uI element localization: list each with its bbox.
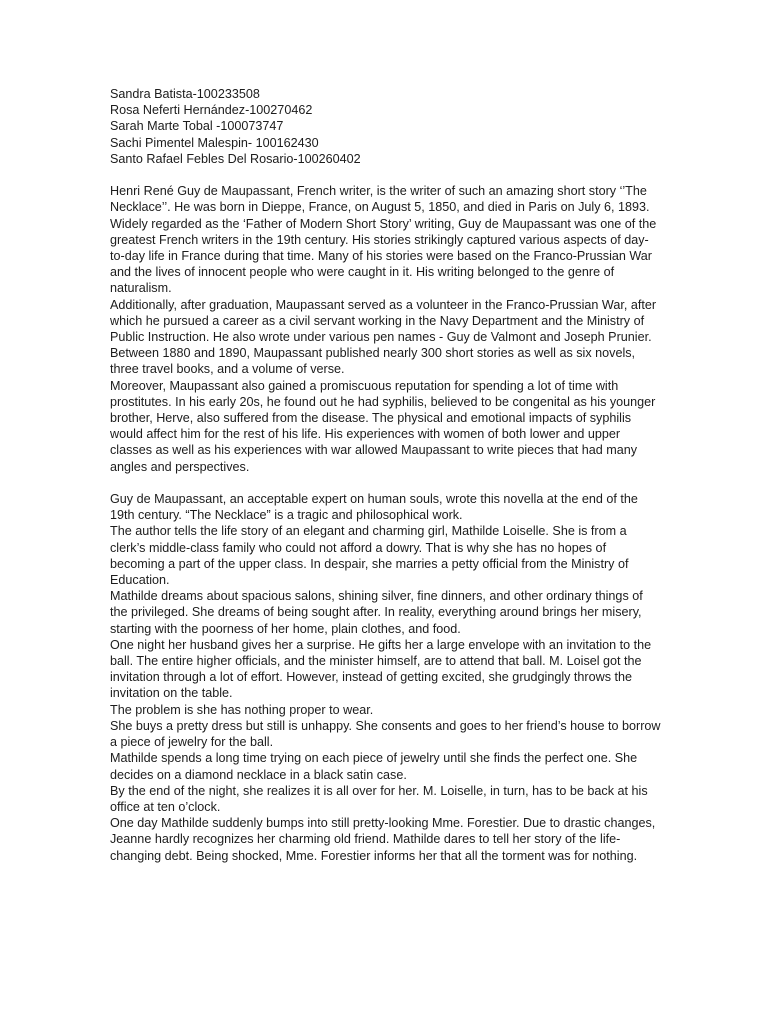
summary-section	[110, 491, 662, 864]
paragraph: By the end of the night, she realizes it is all over for her. M. Loiselle, in turn, has to be back at his office at ten o’clock.	[110, 783, 648, 814]
blank-line	[110, 167, 662, 183]
biography-section	[110, 183, 662, 475]
author-line: Sandra Batista-100233508	[110, 87, 260, 101]
paragraph: Henri René Guy de Maupassant, French writer, is the writer of such an amazing short story ‘’The Necklace’’. He was born in Dieppe, France, on August 5, 1850, and died in Paris on July 6, 1893. Widely regarded as the ‘Father of Modern Short Story’ writing, Guy de Maupassant was one of the greatest French writers in the 19th century. His stories strikingly captured various aspects of day-to-day life in France during that time. Many of his stories were based on the Franco-Prussian War and the lives of innocent people who were caught in it. His writing belonged to the genre of naturalism.	[110, 184, 657, 296]
paragraph: Moreover, Maupassant also gained a promiscuous reputation for spending a lot of time with prostitutes. In his early 20s, he found out he had syphilis, believed to be congenital as his younger brother, Herve, also suffered from the disease. The physical and emotional impacts of syphilis would affect him for the rest of his life. His experiences with women of both lower and upper classes as well as his experiences with war allowed Maupassant to write pieces that had many angles and perspectives.	[110, 378, 656, 474]
document-content	[110, 86, 662, 864]
paragraph: Additionally, after graduation, Maupassant served as a volunteer in the Franco-Prussian War, after which he pursued a career as a civil servant working in the Navy Department and the Ministry of Public Instruction. He also wrote under various pen names - Guy de Valmont and Joseph Prunier. Between 1880 and 1890, Maupassant published nearly 300 short stories as well as six novels, three travel books, and a volume of verse.	[110, 297, 657, 377]
paragraph: The author tells the life story of an elegant and charming girl, Mathilde Loiselle. She is from a clerk’s middle-class family who could not afford a dowry. That is why she has no hopes of becoming a part of the upper class. In despair, she marries a petty official from the Ministry of Education.	[110, 524, 629, 588]
author-line: Rosa Neferti Hernández-100270462	[110, 103, 313, 118]
blank-line	[110, 475, 662, 491]
paragraph: The problem is she has nothing proper to wear.	[110, 702, 374, 717]
author-line: Sachi Pimentel Malespin- 100162430	[110, 135, 319, 150]
paragraph: She buys a pretty dress but still is unhappy. She consents and goes to her friend’s house to borrow a piece of jewelry for the ball.	[110, 718, 661, 750]
paragraph: One day Mathilde suddenly bumps into still pretty-looking Mme. Forestier. Due to drastic changes, Jeanne hardly recognizes her charming old friend. Mathilde dares to tell her story of the life-changing debt. Being shocked, Mme. Forestier informs her that all the torment was for nothing.	[110, 816, 656, 863]
author-line: Santo Rafael Febles Del Rosario-100260402	[110, 151, 361, 166]
paragraph: Guy de Maupassant, an acceptable expert on human souls, wrote this novella at the end of the 19th century. “The Necklace” is a tragic and philosophical work.	[110, 492, 638, 523]
paragraph: Mathilde dreams about spacious salons, shining silver, fine dinners, and other ordinary things of the privileged. She dreams of being sought after. In reality, everything around brings her misery, starting with the poorness of her home, plain clothes, and food.	[110, 589, 643, 636]
author-line: Sarah Marte Tobal -100073747	[110, 119, 284, 134]
paragraph: One night her husband gives her a surprise. He gifts her a large envelope with an invitation to the ball. The entire higher officials, and the minister himself, are to attend that ball. M. Loisel got the invitation through a lot of effort. However, instead of getting excited, she grudgingly throws the invitation on the table.	[110, 637, 652, 701]
paragraph: Mathilde spends a long time trying on each piece of jewelry until she finds the perfect one. She decides on a diamond necklace in a black satin case.	[110, 751, 638, 782]
author-list	[110, 86, 662, 167]
